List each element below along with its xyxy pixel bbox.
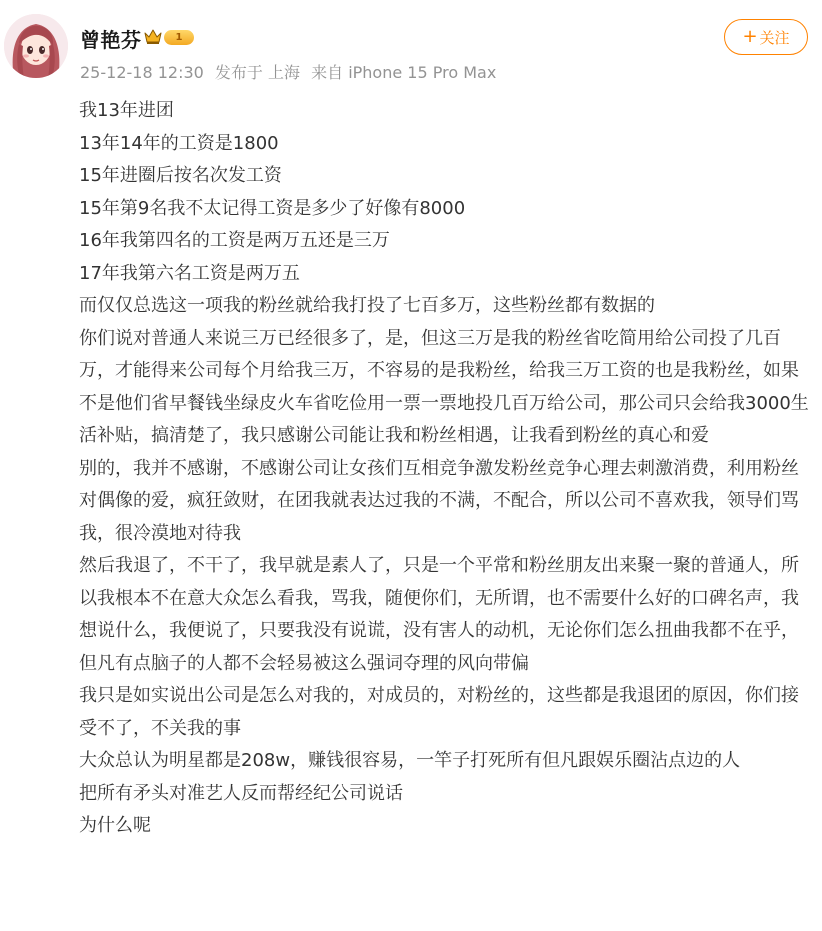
content-paragraph: 为什么呢 [79, 815, 151, 836]
avatar-image [4, 14, 68, 78]
content-paragraph: 15年进圈后按名次发工资 [79, 165, 282, 186]
content-paragraph: 而仅仅总选这一项我的粉丝就给我打投了七百多万，这些粉丝都有数据的 [79, 295, 655, 316]
content-paragraph: 13年14年的工资是1800 [79, 132, 279, 154]
post-location: 发布于 上海 [214, 63, 301, 82]
content-paragraph: 你们说对普通人来说三万已经很多了，是，但这三万是我的粉丝省吃简用给公司投了几百万，才能得来公司每个月给我三万，不容易的是我粉丝，给我三万工资的也是我粉丝，如果不是他们省早餐钱坐绿皮火车省吃俭用一票一票地投几百万给公司，那公司只会给我3000生活补贴，搞清楚了，我只感谢公司能让我和粉丝相遇，让我看到粉丝的真心和爱 [79, 327, 809, 446]
level-badge: 1 [164, 30, 194, 45]
follow-label: 关注 [759, 28, 790, 47]
content-paragraph: 别的，我并不感谢，不感谢公司让女孩们互相竞争激发粉丝竞争心理去刺激消费，利用粉丝对偶像的爱，疯狂敛财，在团我就表达过我的不满，不配合，所以公司不喜欢我，领导们骂我，很冷漠地对待我 [79, 457, 799, 544]
content-paragraph: 15年第9名我不太记得工资是多少了好像有8000 [79, 197, 466, 219]
post-content [79, 95, 809, 843]
post-timestamp[interactable]: 25-12-18 12:30 [80, 63, 204, 82]
content-paragraph: 把所有矛头对准艺人反而帮经纪公司说话 [79, 782, 403, 804]
plus-icon: + [742, 26, 758, 47]
follow-button[interactable] [724, 19, 808, 55]
content-paragraph: 大众总认为明星都是208w，赚钱很容易，一竿子打死所有但凡跟娱乐圈沾点边的人 [79, 750, 741, 771]
content-paragraph: 然后我退了，不干了，我早就是素人了，只是一个平常和粉丝朋友出来聚一聚的普通人，所以我根本不在意大众怎么看我，骂我，随便你们，无所谓，也不需要什么好的口碑名声，我想说什么，我便说了，只要我没有说谎，没有害人的动机，无论你们怎么扭曲我都不在乎，但凡有点脑子的人都不会轻易被这么强词夺理的风向带偏 [79, 555, 799, 674]
post-device: 来自 iPhone 15 Pro Max [311, 63, 497, 82]
crown-icon [143, 27, 163, 45]
content-paragraph: 我13年进团 [79, 100, 174, 121]
avatar[interactable] [4, 14, 68, 78]
content-paragraph: 我只是如实说出公司是怎么对我的，对成员的，对粉丝的，这些都是我退团的原因，你们接受不了，不关我的事 [79, 685, 799, 739]
content-paragraph: 17年我第六名工资是两万五 [79, 262, 300, 284]
post-meta [80, 60, 496, 83]
content-paragraph: 16年我第四名的工资是两万五还是三万 [79, 230, 390, 251]
username[interactable]: 曾艳芬 [80, 28, 142, 52]
